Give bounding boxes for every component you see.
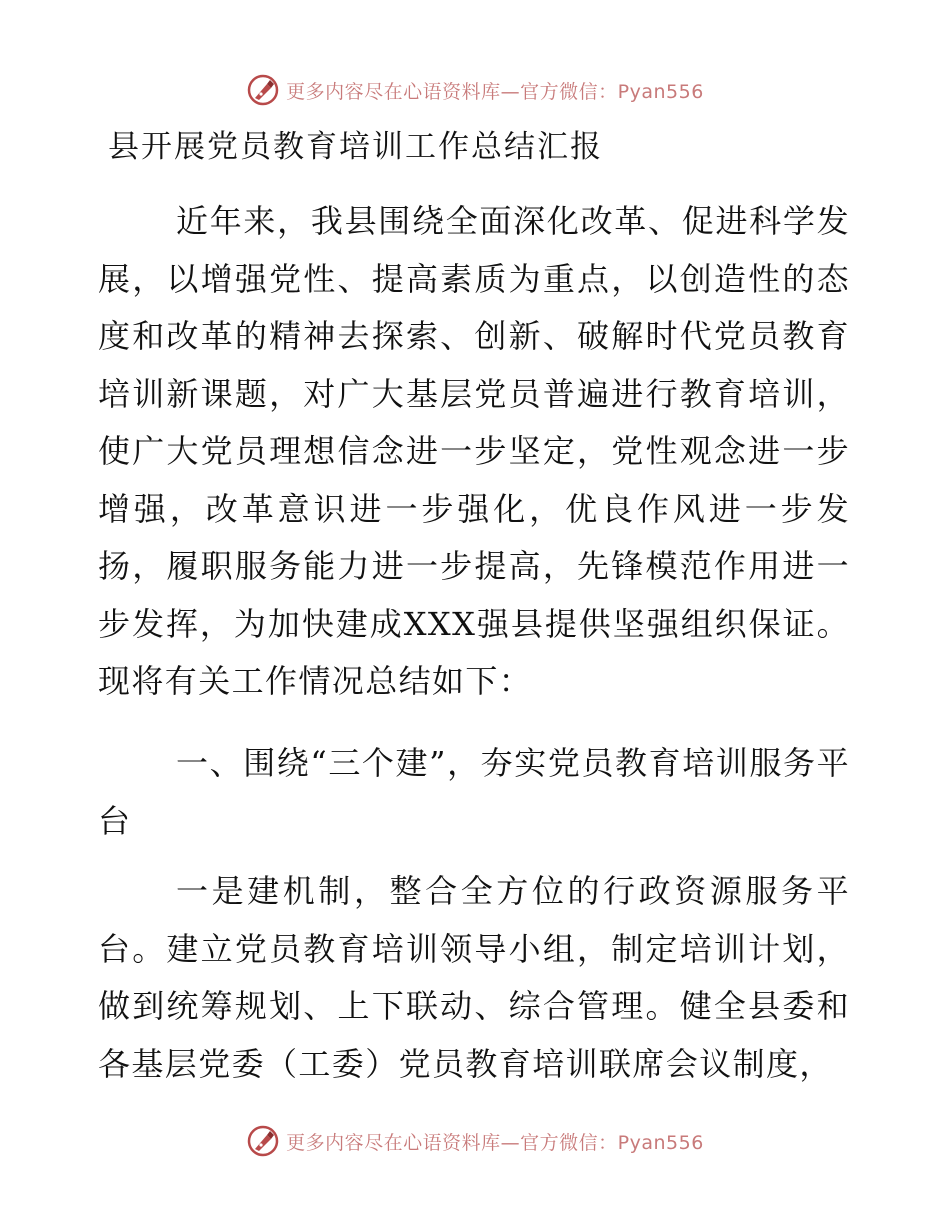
intro-paragraph: 近年来，我县围绕全面深化改革、促进科学发展，以增强党性、提高素质为重点，以创造性的态度和改革的精神去探索、创新、破解时代党员教育培训新课题，对广大基层党员普遍进行教育培训，使广大党员理想信念进一步坚定，党性观念进一步增强，改革意识进一步强化，优良作风进一步发扬，履职服务能力进一步提高，先锋模范作用进一步发挥，为加快建成XXX强县提供坚强组织保证。现将有关工作情况总结如下： xyxy=(98,202,850,700)
watermark-text: 更多内容尽在心语资料库—官方微信：Pyan556 xyxy=(286,1131,704,1154)
watermark-text: 更多内容尽在心语资料库—官方微信：Pyan556 xyxy=(286,80,704,103)
section-heading: 一、围绕“三个建”，夯实党员教育培训服务平台 xyxy=(98,744,850,840)
pen-logo-icon xyxy=(246,73,280,107)
header-watermark xyxy=(0,70,950,110)
document-title: 县开展党员教育培训工作总结汇报 xyxy=(108,129,603,165)
pen-logo-icon xyxy=(246,1124,280,1158)
body-paragraph: 一是建机制，整合全方位的行政资源服务平台。建立党员教育培训领导小组，制定培训计划，做到统筹规划、上下联动、综合管理。健全县委和各基层党委（工委）党员教育培训联席会议制度， xyxy=(98,872,850,1083)
footer-watermark xyxy=(0,1121,950,1161)
